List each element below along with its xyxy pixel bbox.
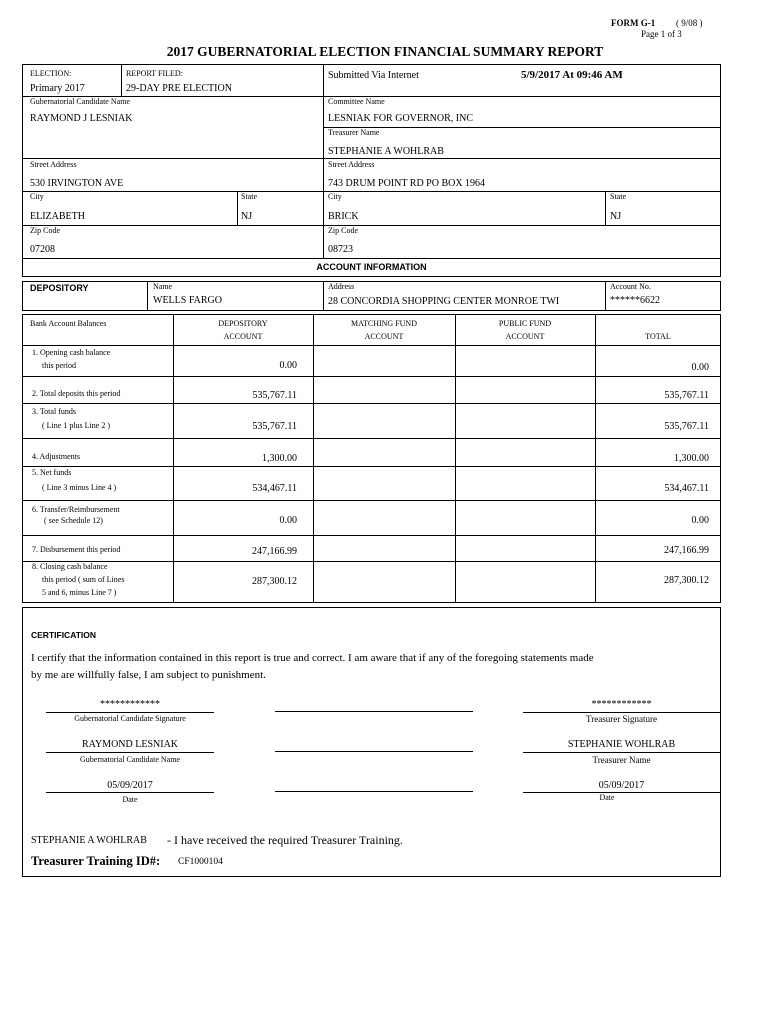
depository-address-label: Address <box>328 282 355 291</box>
row-8-total: 287,300.12 <box>664 575 709 586</box>
candidate-name: RAYMOND J LESNIAK <box>30 113 133 124</box>
committee-name-label: Committee Name <box>328 97 385 106</box>
certification-heading: CERTIFICATION <box>31 630 97 640</box>
committee-zip-label: Zip Code <box>328 226 358 235</box>
row-5-label: 5. Net funds <box>32 468 72 477</box>
candidate-signature: ************ <box>100 699 160 710</box>
row-8-label: 8. Closing cash balance <box>32 562 108 571</box>
row-5-total: 534,467.11 <box>664 483 709 494</box>
col-header-label: Bank Account Balances <box>30 319 107 328</box>
committee-city: BRICK <box>328 211 359 222</box>
row-1-label-2: this period <box>42 361 76 370</box>
row-8-label-2: this period ( sum of Lines <box>42 575 125 584</box>
col-header-depository: DEPOSITORY <box>218 319 268 328</box>
candidate-state: NJ <box>241 211 253 222</box>
candidate-zip: 07208 <box>30 244 55 255</box>
candidate-name-label: Gubernatorial Candidate Name <box>30 97 130 106</box>
form-id: FORM G-1 <box>611 18 656 28</box>
row-1-depository: 0.00 <box>279 360 297 371</box>
row-3-depository: 535,767.11 <box>252 421 297 432</box>
form-date: ( 9/08 ) <box>676 18 703 28</box>
report-filed-label: REPORT FILED: <box>126 69 183 78</box>
col-header-total: TOTAL <box>645 332 671 341</box>
candidate-signature-label: Gubernatorial Candidate Signature <box>74 714 186 723</box>
row-2-label: 2. Total deposits this period <box>32 389 121 398</box>
row-7-label: 7. Disbursement this period <box>32 545 121 554</box>
row-3-label: 3. Total funds <box>32 407 76 416</box>
candidate-state-label: State <box>241 192 257 201</box>
treasurer-name: STEPHANIE A WOHLRAB <box>328 146 444 157</box>
treasurer-signature-label: Treasurer Signature <box>586 714 657 724</box>
row-6-label-2: ( see Schedule 12) <box>44 516 103 525</box>
election-value: Primary 2017 <box>30 83 85 94</box>
row-2-total: 535,767.11 <box>664 390 709 401</box>
certification-statement-2: by me are willfully false, I am subject to punishment. <box>31 669 266 681</box>
row-3-label-2: ( Line 1 plus Line 2 ) <box>42 421 110 430</box>
training-name: STEPHANIE A WOHLRAB <box>31 835 147 846</box>
depository-name-label: Name <box>153 282 173 291</box>
candidate-city: ELIZABETH <box>30 211 85 222</box>
candidate-city-label: City <box>30 192 44 201</box>
training-id-label: Treasurer Training ID#: <box>31 854 161 868</box>
row-7-depository: 247,166.99 <box>252 546 297 557</box>
treasurer-printed-name-label: Treasurer Name <box>592 755 651 765</box>
candidate-printed-name: RAYMOND LESNIAK <box>81 739 179 750</box>
depository-address: 28 CONCORDIA SHOPPING CENTER MONROE TWI <box>328 296 560 307</box>
row-1-label: 1. Opening cash balance <box>32 348 111 357</box>
row-6-depository: 0.00 <box>279 515 297 526</box>
treasurer-printed-name: STEPHANIE WOHLRAB <box>567 739 676 750</box>
account-no-label: Account No. <box>610 282 651 291</box>
committee-city-label: City <box>328 192 342 201</box>
committee-street-label: Street Address <box>328 160 375 169</box>
depository-name: WELLS FARGO <box>153 295 222 306</box>
row-4-depository: 1,300.00 <box>262 453 297 464</box>
certification-statement-1: I certify that the information contained in this report is true and correct. I am aware that if any of the foregoing statements made <box>31 652 594 664</box>
col-header-matching: MATCHING FUND <box>350 319 417 328</box>
candidate-street-label: Street Address <box>30 160 77 169</box>
treasurer-signature: ************ <box>591 699 652 710</box>
row-7-total: 247,166.99 <box>664 545 709 556</box>
submitted-label: Submitted Via Internet <box>328 70 419 81</box>
candidate-street: 530 IRVINGTON AVE <box>30 178 124 189</box>
row-8-label-3: 5 and 6, minus Line 7 ) <box>42 588 117 597</box>
row-4-label: 4. Adjustments <box>32 452 81 461</box>
candidate-printed-name-label: Gubernatorial Candidate Name <box>80 755 180 764</box>
report-filed-value: 29-DAY PRE ELECTION <box>126 83 232 94</box>
depository-label: DEPOSITORY <box>30 283 89 293</box>
committee-zip: 08723 <box>328 244 353 255</box>
col-header-matching-2: ACCOUNT <box>364 332 404 341</box>
row-5-depository: 534,467.11 <box>252 483 297 494</box>
col-header-public: PUBLIC FUND <box>498 319 552 328</box>
treasurer-date: 05/09/2017 <box>598 780 645 791</box>
row-3-total: 535,767.11 <box>664 421 709 432</box>
training-statement: - I have received the required Treasurer Training. <box>167 833 403 847</box>
account-no: ******6622 <box>610 295 660 306</box>
row-8-depository: 287,300.12 <box>252 576 297 587</box>
committee-street: 743 DRUM POINT RD PO BOX 1964 <box>328 178 486 189</box>
row-6-total: 0.00 <box>691 515 709 526</box>
committee-name: LESNIAK FOR GOVERNOR, INC <box>328 113 474 124</box>
election-label: ELECTION: <box>30 69 72 78</box>
committee-state: NJ <box>610 211 622 222</box>
row-5-label-2: ( Line 3 minus Line 4 ) <box>42 483 117 492</box>
committee-state-label: State <box>610 192 626 201</box>
account-info-heading: ACCOUNT INFORMATION <box>316 262 427 272</box>
row-1-total: 0.00 <box>691 362 709 373</box>
submitted-datetime: 5/9/2017 At 09:46 AM <box>521 69 623 81</box>
training-id: CF1000104 <box>178 857 223 867</box>
candidate-date: 05/09/2017 <box>107 780 153 791</box>
col-header-depository-2: ACCOUNT <box>223 332 263 341</box>
report-title: 2017 GUBERNATORIAL ELECTION FINANCIAL SUMMARY REPORT <box>166 44 604 59</box>
treasurer-name-label: Treasurer Name <box>328 128 380 137</box>
page-number: Page 1 of 3 <box>641 29 682 39</box>
candidate-zip-label: Zip Code <box>30 226 60 235</box>
treasurer-date-label: Date <box>599 793 615 802</box>
col-header-public-2: ACCOUNT <box>505 332 545 341</box>
candidate-date-label: Date <box>122 795 138 804</box>
row-6-label: 6. Transfer/Reimbursement <box>32 505 120 514</box>
row-4-total: 1,300.00 <box>674 453 709 464</box>
row-2-depository: 535,767.11 <box>252 390 297 401</box>
